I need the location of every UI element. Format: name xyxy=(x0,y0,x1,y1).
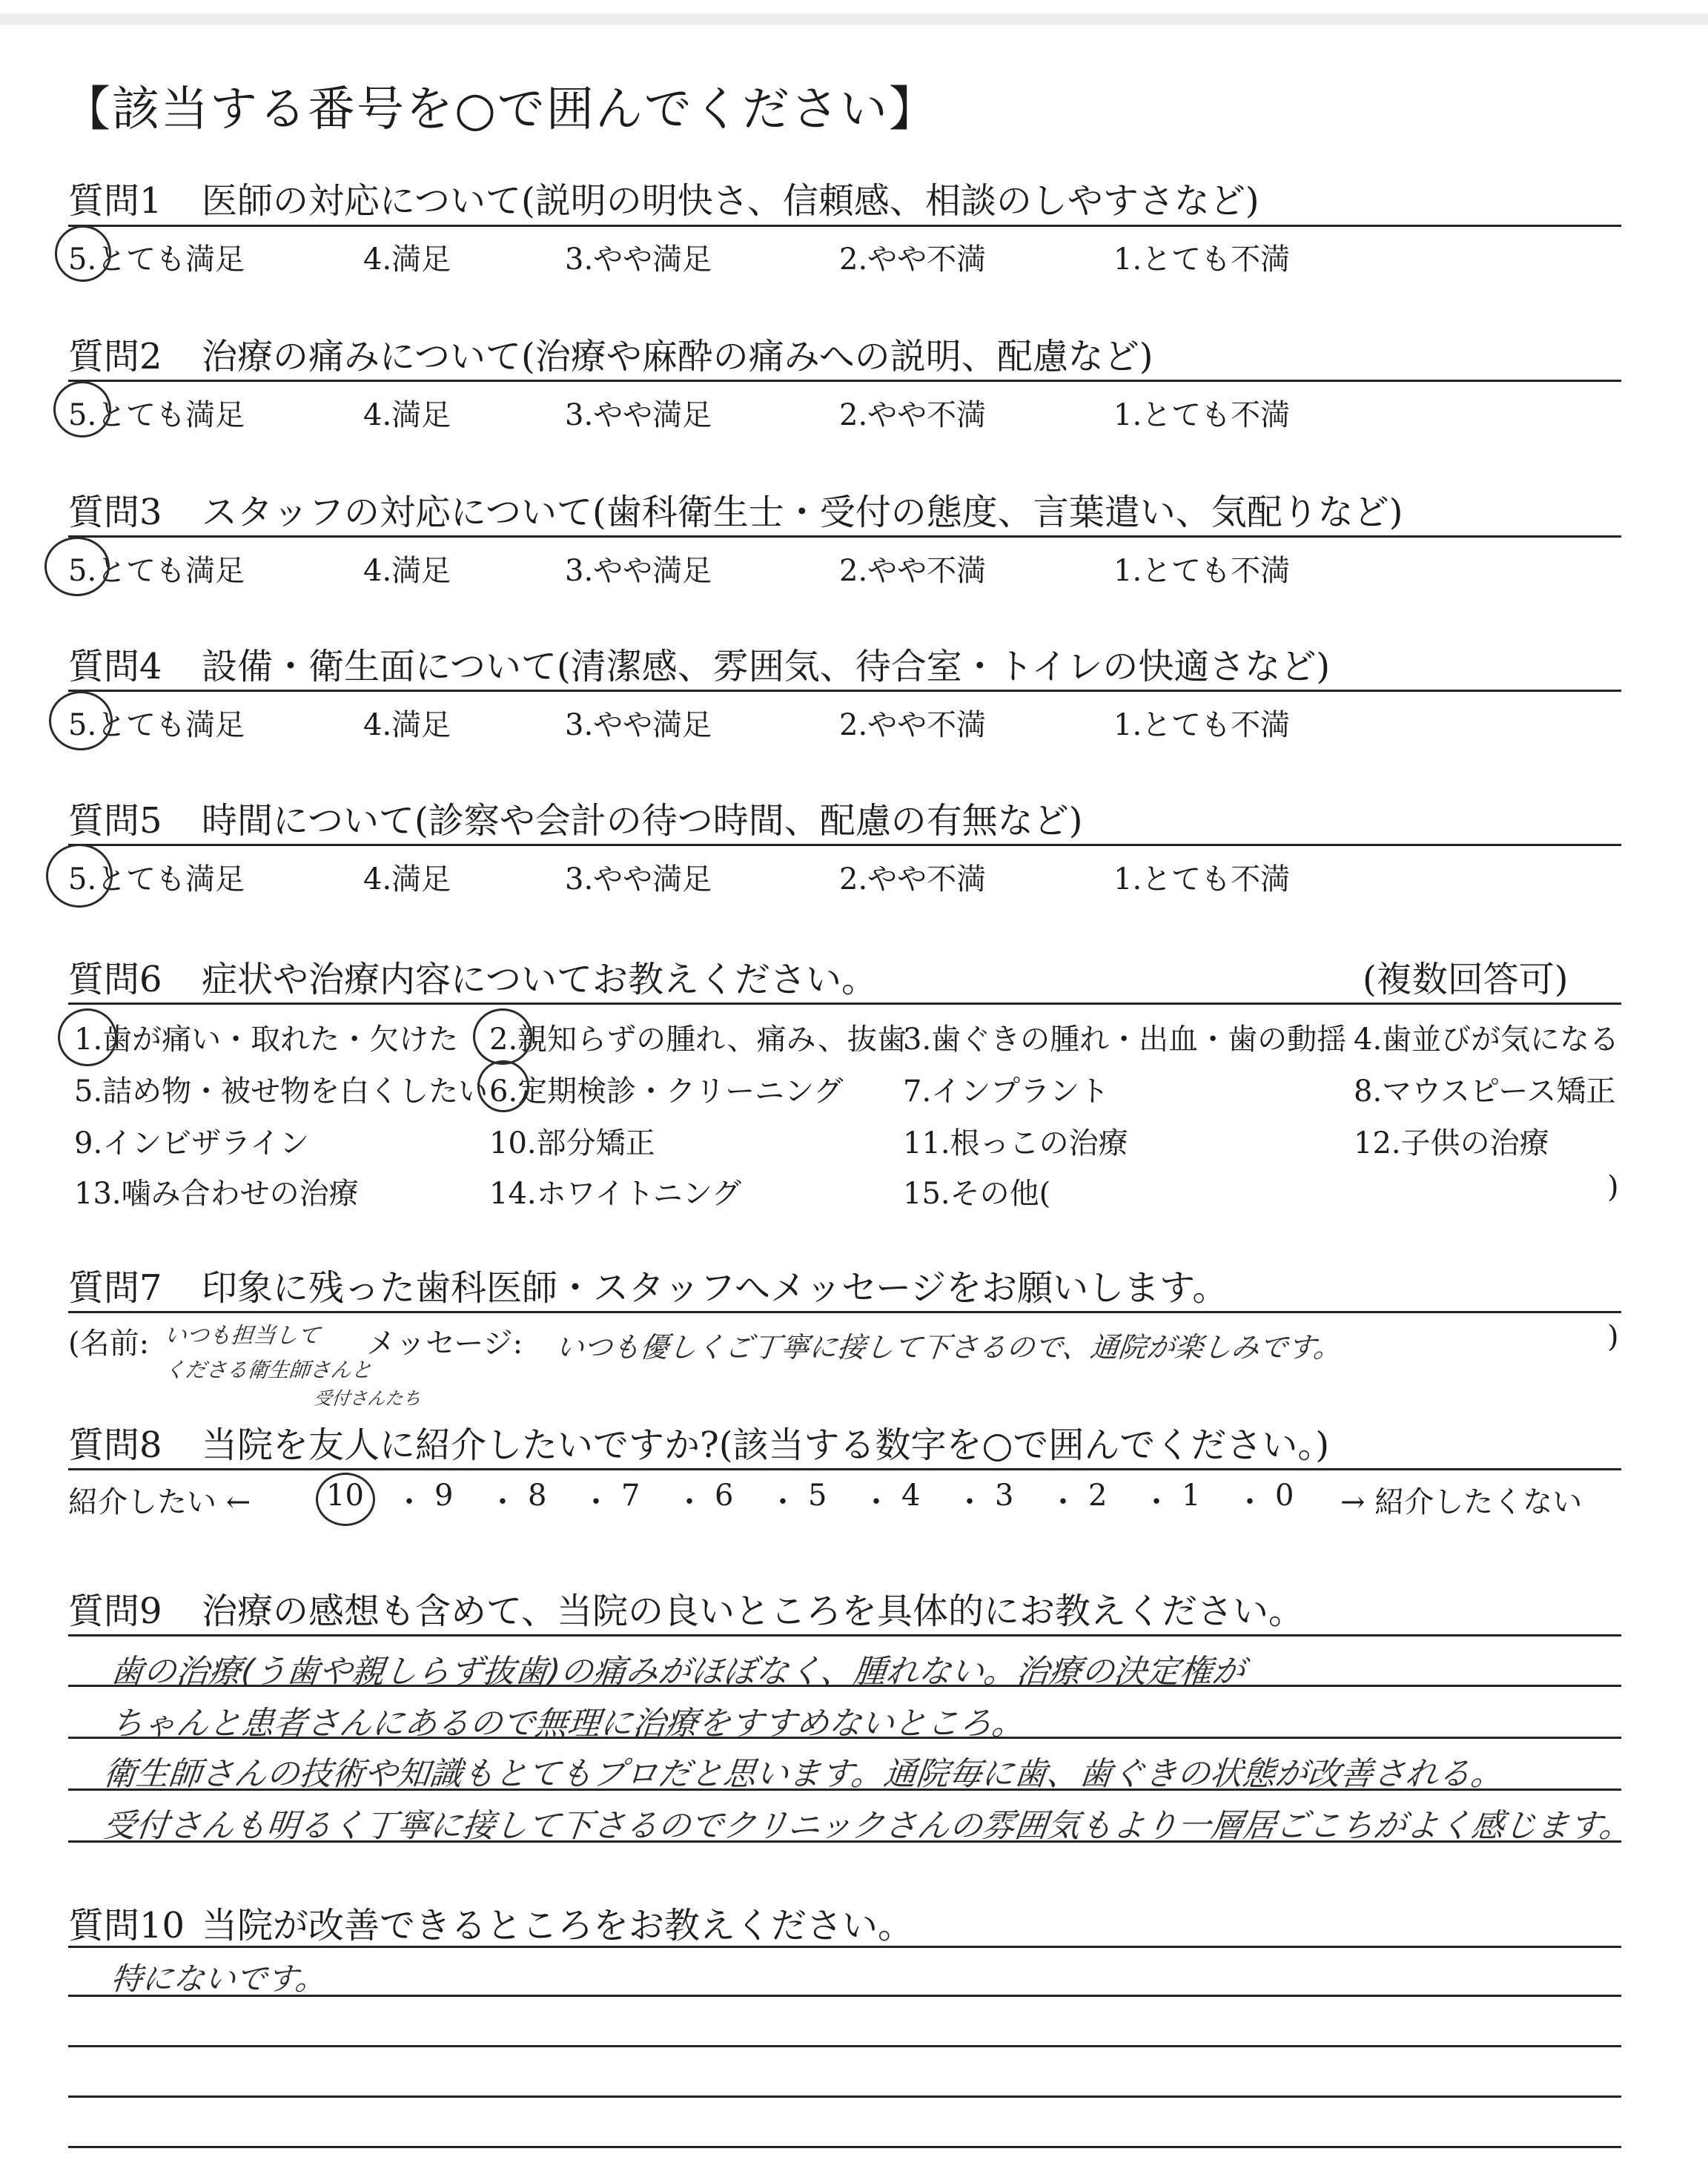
q6-selection-circle-1 xyxy=(58,1008,117,1066)
q5-selection-circle xyxy=(46,844,113,908)
question-1-rule xyxy=(68,225,1621,227)
q8-scale-3[interactable]: 3 xyxy=(995,1479,1014,1513)
question-5-number: 質問5 xyxy=(68,800,162,842)
q8-left-label: 紹介したい ← xyxy=(68,1485,251,1519)
q6-option-12[interactable]: 12.子供の治療 xyxy=(1354,1126,1549,1160)
question-4-number: 質問4 xyxy=(68,646,162,687)
q7-message-value[interactable]: いつも優しくご丁寧に接して下さるので、通院が楽しみです。 xyxy=(554,1331,1344,1364)
q10-answer-rule xyxy=(68,1995,1621,1997)
q8-scale-5[interactable]: 5 xyxy=(808,1479,827,1513)
q9-answer-line-2[interactable]: ちゃんと患者さんにあるので無理に治療をすすめないところ。 xyxy=(108,1705,1027,1743)
question-1 xyxy=(68,172,1260,223)
q9-answer-rule xyxy=(68,1737,1621,1739)
q6-option-15-close: ) xyxy=(1607,1170,1619,1204)
q3-option-2[interactable]: 2.やや不満 xyxy=(839,554,987,588)
q2-option-5[interactable]: 5.とても満足 xyxy=(68,398,245,432)
q8-separator: ・ xyxy=(675,1485,704,1519)
q8-scale-4[interactable]: 4 xyxy=(901,1479,921,1513)
question-4 xyxy=(68,638,1330,689)
q4-option-1[interactable]: 1.とても不満 xyxy=(1113,708,1291,742)
q6-option-1[interactable]: 1.歯が痛い・取れた・欠けた xyxy=(74,1023,459,1057)
q1-option-4[interactable]: 4.満足 xyxy=(363,242,451,277)
q2-option-4[interactable]: 4.満足 xyxy=(363,398,451,432)
question-10-number: 質問10 xyxy=(68,1905,185,1946)
q6-option-2[interactable]: 2.親知らずの腫れ、痛み、抜歯 xyxy=(489,1023,907,1057)
q4-selection-circle xyxy=(49,691,113,750)
question-9-text: 治療の感想も含めて、当院の良いところを具体的にお教えください。 xyxy=(202,1591,1305,1632)
question-1-number: 質問1 xyxy=(68,180,162,222)
form-title: 【該当する番号を○で囲んでください】 xyxy=(63,82,938,137)
q9-answer-rule xyxy=(68,1840,1621,1843)
q8-scale-0[interactable]: 0 xyxy=(1275,1479,1294,1513)
q4-option-5[interactable]: 5.とても満足 xyxy=(68,708,245,742)
q6-option-8[interactable]: 8.マウスピース矯正 xyxy=(1354,1074,1616,1109)
q8-separator: ・ xyxy=(394,1485,424,1519)
q6-selection-circle-6 xyxy=(477,1060,529,1112)
q6-option-5[interactable]: 5.詰め物・被せ物を白くしたい xyxy=(74,1074,489,1109)
question-8 xyxy=(68,1416,1329,1467)
question-3-rule xyxy=(68,535,1621,538)
question-6-note: (複数回答可) xyxy=(1363,959,1569,1000)
q6-option-13[interactable]: 13.噛み合わせの治療 xyxy=(74,1177,359,1211)
q5-option-2[interactable]: 2.やや不満 xyxy=(839,862,987,896)
question-8-text: 当院を友人に紹介したいですか?(該当する数字を○で囲んでください。) xyxy=(202,1424,1330,1466)
scan-top-edge xyxy=(0,13,1708,25)
q8-scale-2[interactable]: 2 xyxy=(1088,1479,1108,1513)
q6-option-9[interactable]: 9.インビザライン xyxy=(74,1126,309,1160)
question-7 xyxy=(68,1259,1228,1310)
q6-option-7[interactable]: 7.インプラント xyxy=(903,1074,1110,1109)
q8-separator: ・ xyxy=(581,1485,611,1519)
q6-option-10[interactable]: 10.部分矯正 xyxy=(489,1126,655,1160)
q8-scale-1[interactable]: 1 xyxy=(1182,1479,1201,1513)
q4-option-4[interactable]: 4.満足 xyxy=(363,708,451,742)
q8-separator: ・ xyxy=(488,1485,517,1519)
question-9 xyxy=(68,1582,1304,1634)
q6-option-11[interactable]: 11.根っこの治療 xyxy=(903,1126,1128,1160)
q10-answer-line-1[interactable]: 特にないです。 xyxy=(109,1961,328,1997)
q8-separator: ・ xyxy=(955,1485,984,1519)
q10-answer-rule xyxy=(68,2146,1621,2148)
question-3 xyxy=(68,483,1403,535)
q1-option-2[interactable]: 2.やや不満 xyxy=(839,242,987,277)
question-2 xyxy=(68,328,1153,379)
q6-option-3[interactable]: 3.歯ぐきの腫れ・出血・歯の動揺 xyxy=(903,1023,1347,1057)
q1-option-3[interactable]: 3.やや満足 xyxy=(565,242,712,277)
q3-selection-circle xyxy=(44,537,110,596)
question-1-text: 医師の対応について(説明の明快さ、信頼感、相談のしやすさなど) xyxy=(202,180,1260,222)
q5-option-1[interactable]: 1.とても不満 xyxy=(1113,862,1291,896)
q8-separator: ・ xyxy=(1142,1485,1171,1519)
q1-selection-circle xyxy=(55,225,111,282)
question-5 xyxy=(68,792,1083,843)
question-2-number: 質問2 xyxy=(68,336,162,377)
q10-answer-rule xyxy=(68,2095,1621,2098)
question-2-rule xyxy=(68,380,1621,382)
q2-selection-circle xyxy=(53,381,111,437)
question-5-rule xyxy=(68,844,1621,846)
q9-answer-line-4[interactable]: 受付さんも明るく丁寧に接して下さるのでクリニックさんの雰囲気もより一層居ごこちがよく感じます。 xyxy=(101,1807,1635,1845)
question-5-text: 時間について(診察や会計の待つ時間、配慮の有無など) xyxy=(202,800,1083,842)
question-9-number: 質問9 xyxy=(68,1591,162,1632)
q3-option-1[interactable]: 1.とても不満 xyxy=(1113,554,1291,588)
q7-message-label: メッセージ: xyxy=(366,1327,523,1361)
q8-scale-7[interactable]: 7 xyxy=(621,1479,640,1513)
q7-name-line-1[interactable]: いつも担当して xyxy=(162,1323,322,1349)
question-6-number: 質問6 xyxy=(68,959,162,1000)
q6-option-6[interactable]: 6.定期検診・クリーニング xyxy=(489,1074,844,1109)
q8-scale-6[interactable]: 6 xyxy=(715,1479,734,1513)
q5-option-3[interactable]: 3.やや満足 xyxy=(565,862,712,896)
q7-name-line-2[interactable]: くださる衛生師さんと xyxy=(163,1358,374,1382)
question-10-text: 当院が改善できるところをお教えください。 xyxy=(202,1905,914,1946)
question-7-number: 質問7 xyxy=(68,1267,162,1309)
q8-scale-8[interactable]: 8 xyxy=(528,1479,547,1513)
q2-option-1[interactable]: 1.とても不満 xyxy=(1113,398,1291,432)
q1-option-5[interactable]: 5.とても満足 xyxy=(68,242,245,277)
q7-name-label: (名前: xyxy=(68,1327,150,1361)
q2-option-3[interactable]: 3.やや満足 xyxy=(565,398,712,432)
q8-separator: ・ xyxy=(768,1485,798,1519)
q9-answer-rule xyxy=(68,1685,1621,1687)
q8-separator: ・ xyxy=(1235,1485,1265,1519)
q3-option-3[interactable]: 3.やや満足 xyxy=(565,554,712,588)
q8-scale-9[interactable]: 9 xyxy=(434,1479,454,1513)
q8-scale-10[interactable]: 10 xyxy=(326,1479,364,1513)
q6-selection-circle-2 xyxy=(473,1008,532,1065)
question-6 xyxy=(68,951,877,1002)
q6-option-15[interactable]: 15.その他( xyxy=(903,1177,1051,1211)
question-4-rule xyxy=(68,690,1621,692)
q8-separator: ・ xyxy=(861,1485,891,1519)
question-7-rule xyxy=(68,1311,1621,1313)
q9-answer-line-3[interactable]: 衛生師さんの技術や知識もとてもプロだと思います。通院毎に歯、歯ぐきの状態が改善される。 xyxy=(101,1755,1506,1793)
question-6-text: 症状や治療内容についてお教えください。 xyxy=(202,959,878,1000)
q4-option-3[interactable]: 3.やや満足 xyxy=(565,708,712,742)
question-10 xyxy=(68,1897,913,1948)
q8-right-label: → 紹介したくない xyxy=(1340,1485,1583,1519)
question-7-text: 印象に残った歯科医師・スタッフへメッセージをお願いします。 xyxy=(202,1267,1228,1309)
q7-name-line-3[interactable]: 受付さんたち xyxy=(313,1388,423,1409)
q8-separator: ・ xyxy=(1048,1485,1078,1519)
q9-answer-line-1[interactable]: 歯の治療(う歯や親しらず抜歯)の痛みがほぼなく、腫れない。治療の決定権が xyxy=(108,1653,1247,1691)
q5-option-4[interactable]: 4.満足 xyxy=(363,862,451,896)
question-2-text: 治療の痛みについて(治療や麻酔の痛みへの説明、配慮など) xyxy=(202,336,1153,377)
question-6-rule xyxy=(68,1003,1621,1005)
q6-option-4[interactable]: 4.歯並びが気になる xyxy=(1354,1023,1620,1057)
q4-option-2[interactable]: 2.やや不満 xyxy=(839,708,987,742)
q8-selection-circle xyxy=(316,1473,375,1526)
question-4-text: 設備・衛生面について(清潔感、雰囲気、待合室・トイレの快適さなど) xyxy=(202,646,1331,687)
q7-close: ) xyxy=(1607,1320,1619,1354)
q2-option-2[interactable]: 2.やや不満 xyxy=(839,398,987,432)
q3-option-5[interactable]: 5.とても満足 xyxy=(68,554,245,588)
q10-answer-rule xyxy=(68,2045,1621,2047)
q6-option-14[interactable]: 14.ホワイトニング xyxy=(489,1177,742,1211)
question-8-number: 質問8 xyxy=(68,1424,162,1466)
question-9-rule xyxy=(68,1634,1621,1636)
q1-option-1[interactable]: 1.とても不満 xyxy=(1113,242,1291,277)
question-10-rule xyxy=(68,1946,1621,1948)
question-3-number: 質問3 xyxy=(68,492,162,533)
q9-answer-rule xyxy=(68,1789,1621,1791)
q5-option-5[interactable]: 5.とても満足 xyxy=(68,862,245,896)
q3-option-4[interactable]: 4.満足 xyxy=(363,554,451,588)
question-3-text: スタッフの対応について(歯科衛生士・受付の態度、言葉遣い、気配りなど) xyxy=(202,492,1403,533)
question-8-rule xyxy=(68,1468,1621,1470)
